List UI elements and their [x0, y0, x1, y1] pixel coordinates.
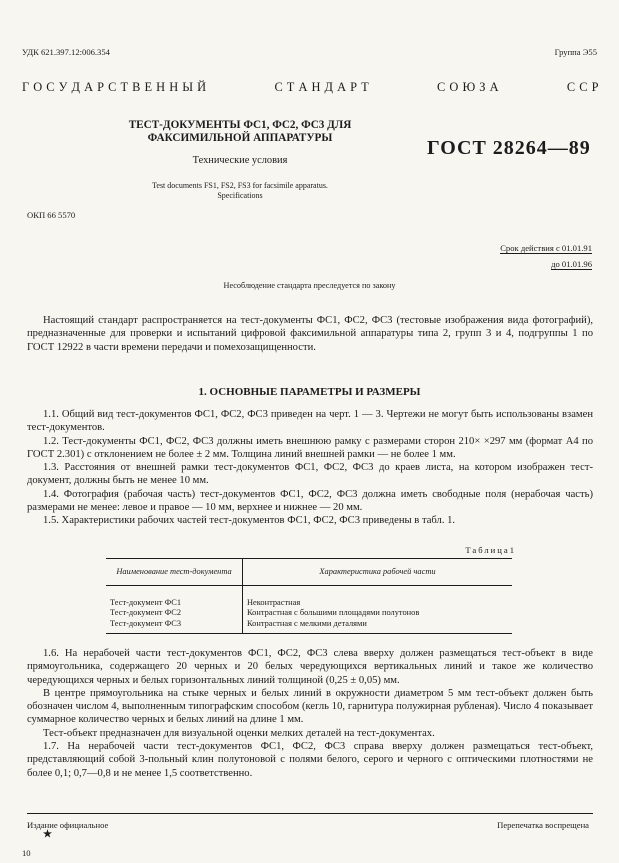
state-standard-banner	[22, 80, 599, 95]
table-cell-name: Тест-документ ФС1	[106, 586, 243, 609]
table-cell-desc: Неконтрастная	[247, 598, 301, 608]
table-cell-name: Тест-документ ФС2	[106, 608, 243, 618]
document-subtitle: Технические условия	[192, 155, 288, 166]
paragraph: 1.4. Фотография (рабочая часть) тест-документов ФС1, ФС2, ФС3 должна иметь свободные поля (нерабочая часть) размерами не менее: левое и правое — 10 мм, верхнее и нижнее — 20 мм.	[27, 488, 593, 514]
banner-word: Г О С У Д А Р С Т В Е Н Н Ы Й	[22, 80, 207, 94]
udk-code: УДК 621.397.12:006.354	[22, 47, 110, 57]
banner-word: С С Р	[566, 80, 599, 94]
paragraph: 1.6. На нерабочей части тест-документов ФС1, ФС2, ФС3 слева вверху должен размещаться тест-объект в виде прямоугольника, содержащего 20 черных и 20 белых чередующихся вертикальных линий и такое же количество чередующихся черных и белых горизонтальных линий толщиной (0,25 ± 0,05) мм.	[27, 648, 593, 686]
document-title	[90, 119, 390, 145]
paragraph: 1.1. Общий вид тест-документов ФС1, ФС2, ФС3 приведен на черт. 1 — 3. Чертежи не могут быть использованы взамен тест-документов.	[27, 409, 593, 434]
table-cell-desc: Контрастная с мелкими деталями	[243, 619, 513, 634]
paragraph: Тест-объект предназначен для визуальной оценки мелких деталей на тест-документах.	[43, 727, 435, 739]
reprint-prohibited-label: Перепечатка воспрещена	[497, 820, 589, 830]
validity-end: до 01.01.96	[551, 259, 592, 269]
table-row	[106, 619, 512, 634]
table-label: Таблица1	[465, 545, 516, 555]
paragraph: 1.5. Характеристики рабочих частей тест-документов ФС1, ФС2, ФС3 приведены в табл. 1.	[43, 515, 456, 527]
table-header-name: Наименование тест-документа	[106, 559, 243, 586]
table-row	[106, 586, 512, 609]
table-header-row	[106, 559, 512, 586]
validity-start: Срок действия с 01.01.91	[500, 243, 592, 253]
official-edition-label: Издание официальное	[27, 820, 109, 830]
characteristics-table	[106, 558, 512, 634]
section-heading: 1. ОСНОВНЫЕ ПАРАМЕТРЫ И РАЗМЕРЫ	[198, 386, 421, 398]
english-title-line: Test documents FS1, FS2, FS3 for facsimile apparatus.	[152, 181, 328, 190]
paragraph: Настоящий стандарт распространяется на тест-документы ФС1, ФС2, ФС3 (тестовые изображения вида фотографий), предназначенные для проверки и испытаний цифровой факсимильной аппаратуры типа 2, групп 3 и 4, подгруппы 1 по ГОСТ 12922 в части времени передачи и помехозащищенности.	[27, 315, 593, 353]
table-cell-desc: Контрастная с большими площадями полутонов	[247, 608, 420, 618]
table-header-characteristic: Характеристика рабочей части	[243, 559, 513, 586]
paragraph: 1.7. На нерабочей части тест-документов ФС1, ФС2, ФС3 справа вверху должен размещаться тест-объект, представляющий собой 3-польный клин полутоновой с полями белого, серого и черного с оптическими плотностями не более 0,1; 0,7—0,8 и не менее 1,5 соответственно.	[27, 741, 593, 779]
paragraph: 1.3. Расстояния от внешней рамки тест-документов ФС1, ФС2, ФС3 до краев листа, на котором изображен тест-документ, должны быть не менее 10 мм.	[27, 462, 593, 487]
legal-notice: Несоблюдение стандарта преследуется по закону	[223, 281, 396, 290]
validity-period	[500, 240, 592, 272]
title-line: ТЕСТ-ДОКУМЕНТЫ ФС1, ФС2, ФС3 ДЛЯ	[128, 119, 352, 131]
english-title-line: Specifications	[217, 191, 263, 200]
star-icon: ★	[43, 829, 52, 840]
section-paragraphs-continued	[27, 647, 593, 780]
paragraph: В центре прямоугольника на стыке черных и белых линий в окружности диаметром 5 мм тест-объект должен быть обозначен числом 4, выполненным типографским способом (кегль 10, гарнитура полужирная рубленая). Число 4 показывает суммарное количество черных и белых линий на длине 1 мм.	[27, 687, 593, 726]
banner-word: С Т А Н Д А Р Т	[274, 80, 370, 94]
table-cell-name: Тест-документ ФС3	[106, 619, 243, 634]
table-row	[106, 608, 512, 618]
intro-paragraph	[27, 314, 593, 354]
gost-number: ГОСТ 28264—89	[427, 137, 591, 159]
footer-divider	[27, 813, 593, 814]
banner-word: С О Ю З А	[437, 80, 500, 94]
section-paragraphs	[27, 408, 593, 528]
okp-code: ОКП 66 5570	[27, 210, 76, 220]
paragraph: 1.2. Тест-документы ФС1, ФС2, ФС3 должны иметь внешнюю рамку с размерами сторон 210× ×297 мм (формат А4 по ГОСТ 2.301) с отклонением не более ± 2 мм. Толщина линий внешней рамки — не более 1 мм.	[27, 435, 593, 460]
page-number: 10	[22, 848, 31, 858]
title-line: ФАКСИМИЛЬНОЙ АППАРАТУРЫ	[147, 132, 333, 144]
english-title	[90, 181, 390, 201]
group-code: Группа Э55	[554, 47, 597, 57]
